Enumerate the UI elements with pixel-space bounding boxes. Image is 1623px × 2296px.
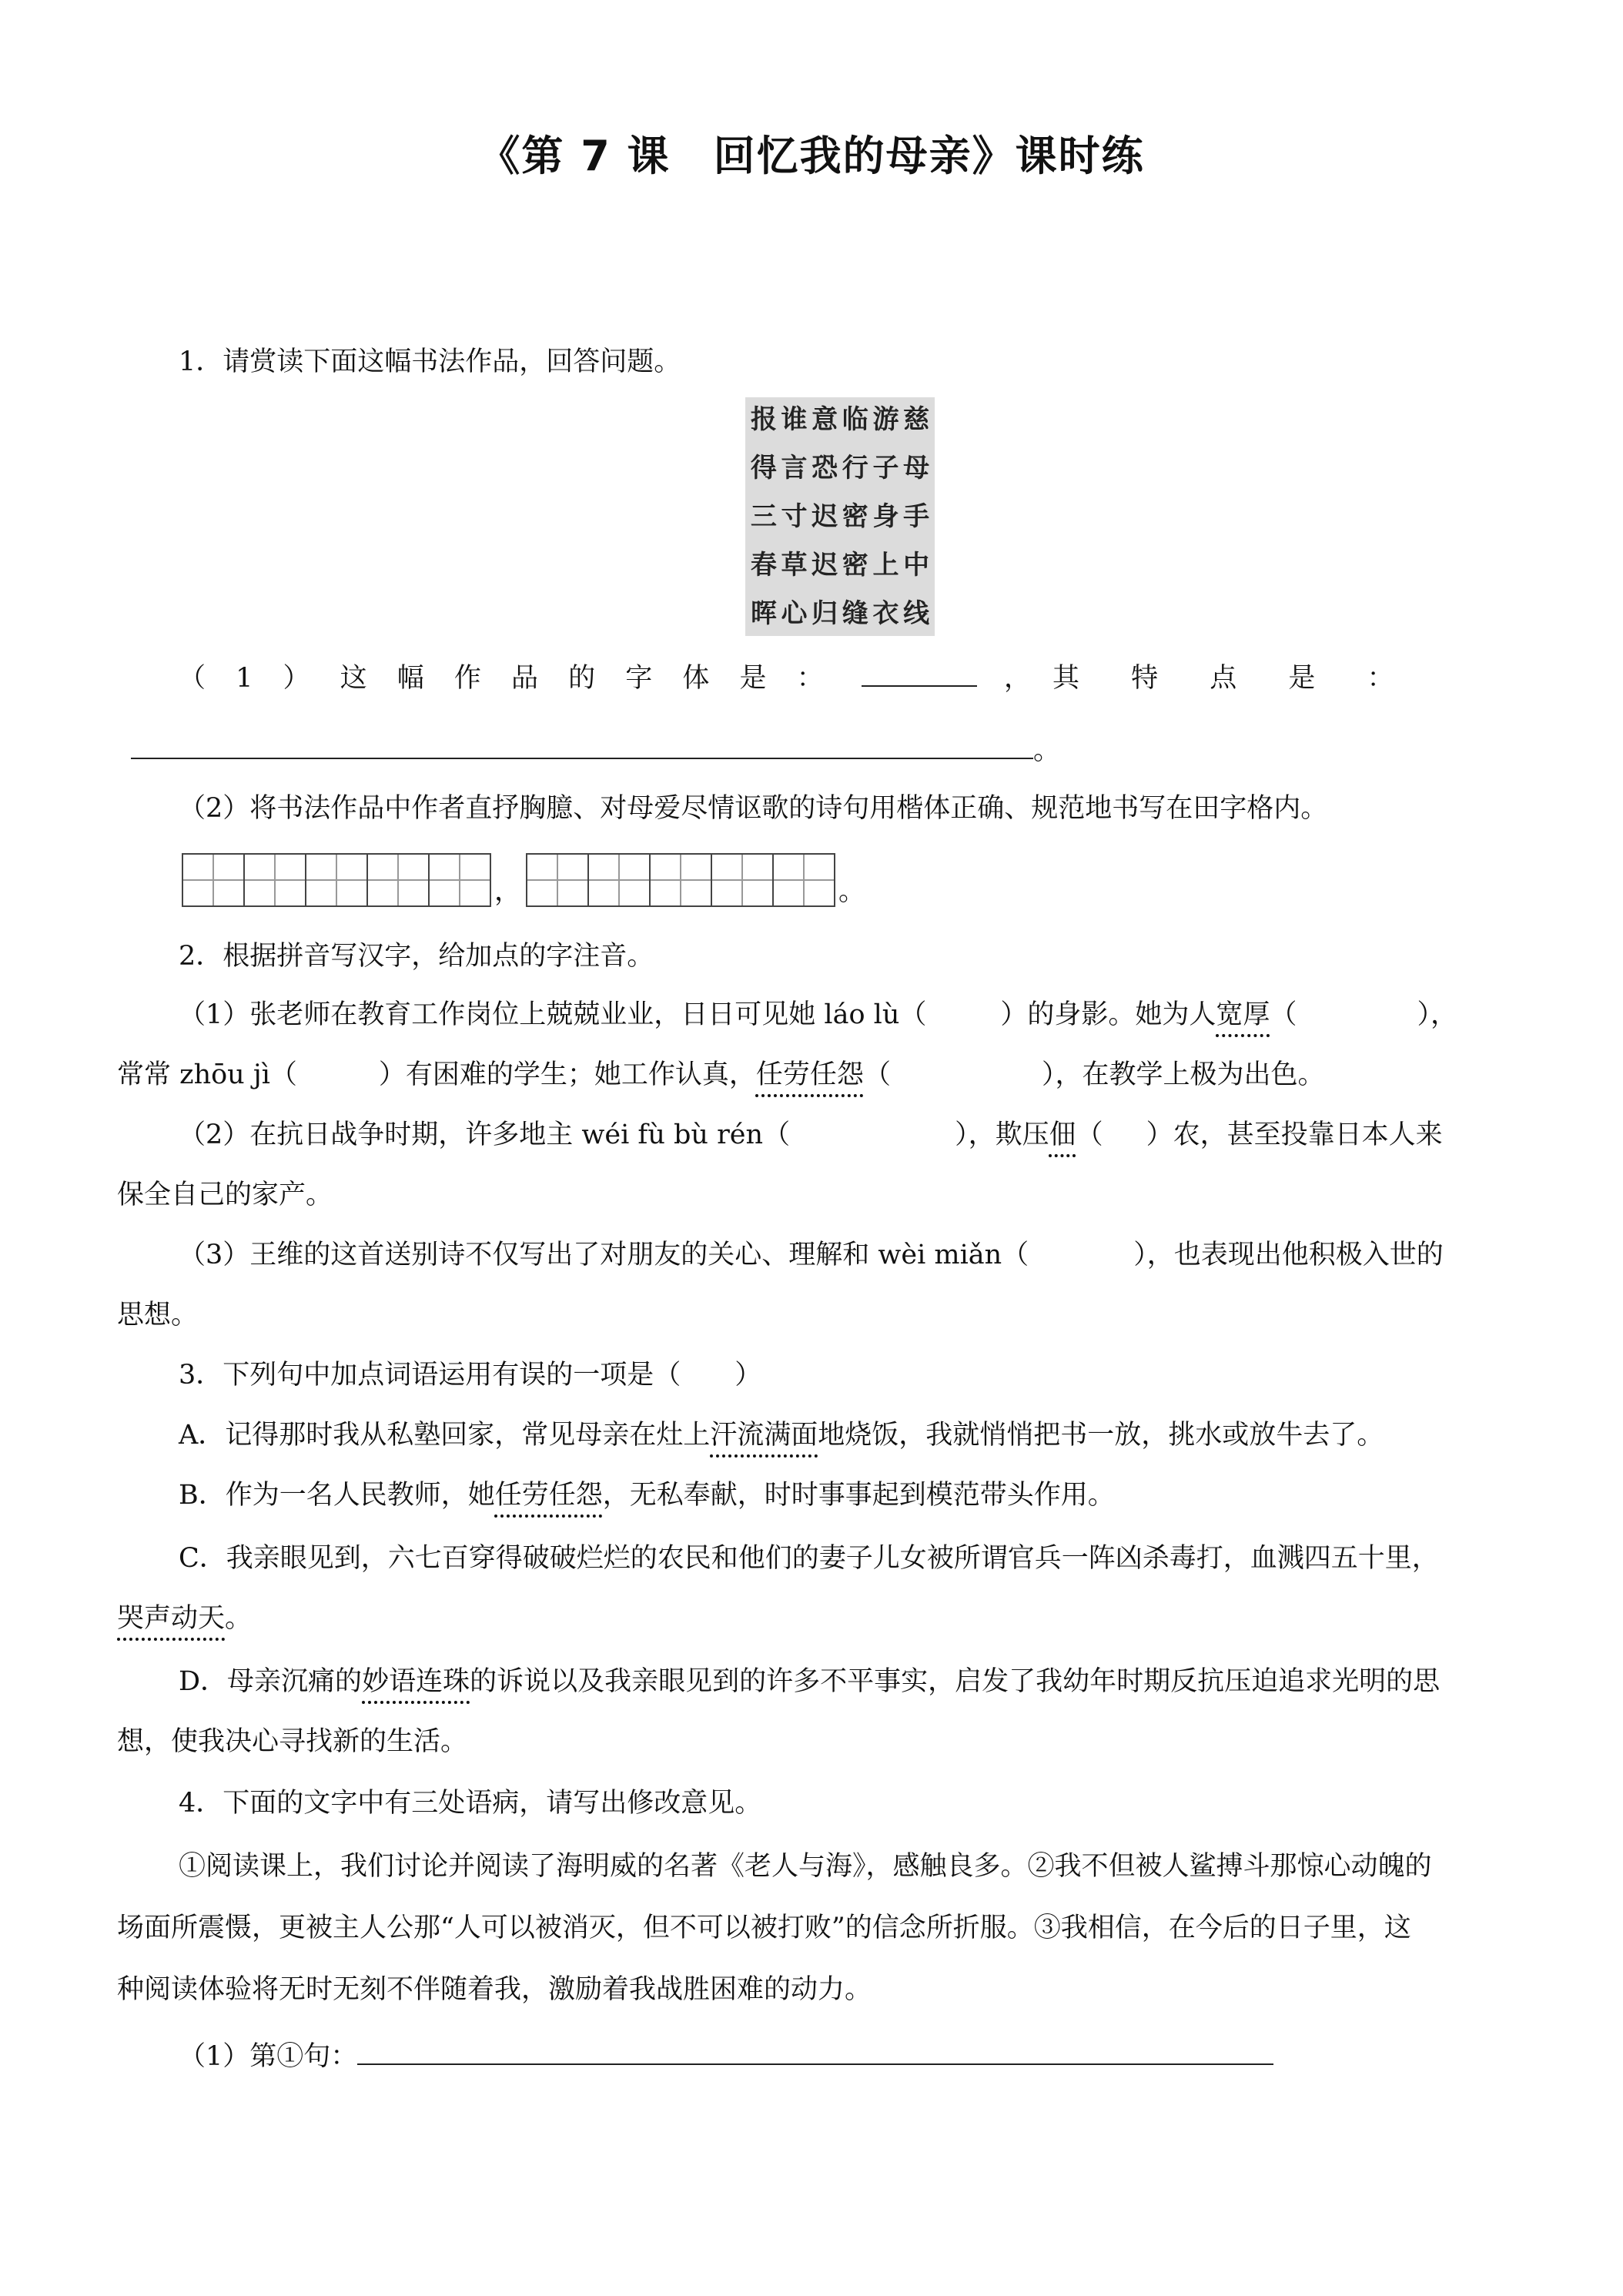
q3-b-pre: B．作为一名人民教师，她 — [179, 1480, 495, 1511]
q2-s1-l2-text-c: （ — [863, 1059, 891, 1090]
calligraphy-column — [781, 402, 807, 631]
q1-sub1-prompt-2: ，其 特 点 是 ： — [1003, 663, 1416, 694]
q3-d-post: 的诉说以及我亲眼见到的许多不平事实，启发了我幼年时期反抗压迫追求光明的思 — [470, 1666, 1441, 1697]
calligraphy-char: 缝 — [842, 598, 868, 629]
q3-option-d-line2: 想，使我决心寻找新的生活。 — [117, 1726, 468, 1757]
q4-answer-1 — [179, 2037, 1273, 2075]
dotted-word: 任劳任怨 — [755, 1059, 864, 1090]
q1-sub1-prompt: （ 1 ） 这 幅 作 品 的 字 体 是 ： — [179, 663, 835, 694]
q2-s1-l2-text: 常常 zhōu jì（ — [117, 1059, 297, 1090]
q4-passage-line3: 种阅读体验将无时无刻不伴随着我，激励着我战胜困难的动力。 — [117, 1974, 872, 2005]
tianzi-grid — [182, 853, 870, 907]
q3-c-post: 。 — [225, 1603, 253, 1634]
q3-b-post: ，无私奉献，时时事事起到模范带头作用。 — [602, 1480, 1115, 1511]
q3-option-c[interactable]: C．我亲眼见到，六七百穿得破破烂烂的农民和他们的妻子儿女被所谓官兵一阵凶杀毒打，血溅四五十里， — [179, 1543, 1439, 1574]
calligraphy-char: 草 — [781, 550, 808, 581]
calligraphy-char: 心 — [781, 598, 808, 629]
q4-stem: 4．下面的文字中有三处语病，请写出修改意见。 — [179, 1788, 762, 1819]
page-title: 《第 7 课 回忆我的母亲》课时练 — [478, 132, 1145, 180]
q2-s1-text-b: ）的身影。她为人 — [1000, 999, 1216, 1030]
tianzi-cell[interactable] — [428, 853, 491, 907]
calligraphy-char: 线 — [903, 598, 930, 629]
tianzi-cell[interactable] — [243, 853, 306, 907]
q4-passage-line2: 场面所震慑，更被主人公那“人可以被消灭，但不可以被打败”的信念所折服。③我相信，在今后的日子里，这 — [117, 1913, 1411, 1943]
calligraphy-char: 晖 — [750, 598, 777, 629]
calligraphy-char: 手 — [903, 501, 930, 532]
q3-stem: 3．下列句中加点词语运用有误的一项是（ ） — [179, 1360, 762, 1391]
calligraphy-char: 恐 — [812, 453, 838, 484]
q2-s1-l2-text-d: ），在教学上极为出色。 — [1041, 1059, 1325, 1090]
calligraphy-char: 临 — [842, 404, 868, 435]
calligraphy-char: 游 — [872, 404, 899, 435]
q2-s1-text-c: （ — [1270, 999, 1297, 1030]
q2-s2-text: （2）在抗日战争时期，许多地主 wéi fù bù rén（ — [179, 1120, 791, 1150]
calligraphy-image — [745, 397, 935, 636]
q4-answer-1-blank[interactable] — [357, 2037, 1273, 2065]
grid-comma: ， — [494, 876, 522, 907]
tianzi-cell[interactable] — [772, 853, 835, 907]
q1-sub2: （2）将书法作品中作者直抒胸臆、对母爱尽情讴歌的诗句用楷体正确、规范地书写在田字格内。 — [179, 793, 1328, 824]
grid-period: 。 — [838, 876, 866, 907]
q1-feature-answer-blank[interactable] — [131, 731, 1033, 759]
q2-s1-l2-text-b: ）有困难的学生；她工作认真， — [378, 1059, 756, 1090]
calligraphy-char: 行 — [842, 453, 868, 484]
calligraphy-char: 言 — [781, 453, 808, 484]
calligraphy-column — [872, 402, 899, 631]
q1-font-answer-blank[interactable] — [862, 659, 977, 687]
tianzi-cell[interactable] — [649, 853, 712, 907]
calligraphy-char: 三 — [750, 501, 777, 532]
calligraphy-char: 得 — [750, 453, 777, 484]
calligraphy-char: 谁 — [781, 404, 808, 435]
q2-s3-text: （3）王维的这首送别诗不仅写出了对朋友的关心、理解和 wèi miǎn（ — [179, 1240, 1029, 1270]
q2-s1-text: （1）张老师在教育工作岗位上兢兢业业，日日可见她 láo lù（ — [179, 999, 927, 1030]
dotted-word: 佃 — [1049, 1120, 1076, 1150]
q3-a-post: 地烧饭，我就悄悄把书一放，挑水或放牛去了。 — [818, 1420, 1384, 1451]
calligraphy-char: 归 — [812, 598, 838, 629]
calligraphy-column — [842, 402, 868, 631]
dotted-word: 宽厚 — [1216, 999, 1270, 1030]
tianzi-group-2 — [526, 853, 834, 907]
q3-a-pre: A．记得那时我从私塾回家，常见母亲在灶上 — [179, 1420, 711, 1451]
q3-option-d[interactable] — [179, 1663, 1440, 1700]
dotted-word: 汗流满面 — [710, 1420, 818, 1451]
calligraphy-char: 意 — [812, 404, 838, 435]
calligraphy-char: 母 — [903, 453, 930, 484]
q4-passage-line1: ①阅读课上，我们讨论并阅读了海明威的名著《老人与海》，感触良多。②我不但被人鲨搏斗那惊心动魄的 — [179, 1851, 1432, 1882]
calligraphy-column — [751, 402, 777, 631]
tianzi-cell[interactable] — [305, 853, 368, 907]
q2-s3-text-b: ），也表现出他积极入世的 — [1133, 1240, 1444, 1270]
calligraphy-char: 迟 — [812, 550, 838, 581]
calligraphy-char: 报 — [750, 404, 777, 435]
tianzi-cell[interactable] — [366, 853, 430, 907]
tianzi-cell[interactable] — [182, 853, 245, 907]
q1-sub1-line — [179, 659, 1415, 697]
calligraphy-char: 密 — [842, 501, 868, 532]
q2-s2-line2: 保全自己的家产。 — [117, 1180, 333, 1210]
q1-stem: 1．请赏读下面这幅书法作品，回答问题。 — [179, 346, 681, 377]
calligraphy-char: 衣 — [872, 598, 899, 629]
q2-s2-text-b: ），欺压 — [955, 1120, 1049, 1150]
calligraphy-char: 上 — [872, 550, 899, 581]
q1-sub1-line-2 — [131, 731, 1060, 769]
q3-option-b[interactable] — [179, 1477, 1115, 1514]
calligraphy-char: 春 — [750, 550, 777, 581]
q2-s2-text-c: （ — [1076, 1120, 1103, 1150]
dotted-word: 妙语连珠 — [362, 1666, 470, 1697]
q2-stem: 2．根据拼音写汉字，给加点的字注音。 — [179, 941, 654, 972]
calligraphy-char: 子 — [872, 453, 899, 484]
q2-s3-line2: 思想。 — [117, 1300, 199, 1330]
tianzi-cell[interactable] — [526, 853, 589, 907]
q1-sub1-end: 。 — [1033, 735, 1061, 766]
tianzi-group-1 — [182, 853, 490, 907]
calligraphy-char: 寸 — [781, 501, 808, 532]
q2-s3-line1 — [179, 1237, 1444, 1274]
tianzi-cell[interactable] — [711, 853, 774, 907]
q3-option-c-line2 — [117, 1600, 252, 1637]
calligraphy-char: 慈 — [903, 404, 930, 435]
q2-s2-text-d: ）农，甚至投靠日本人来 — [1146, 1120, 1443, 1150]
tianzi-cell[interactable] — [587, 853, 651, 907]
q2-s2-line1 — [179, 1116, 1443, 1153]
q3-d-pre: D．母亲沉痛的 — [179, 1666, 363, 1697]
q4-answer-1-label: （1）第①句： — [179, 2041, 358, 2072]
q2-s1-line2 — [117, 1056, 1324, 1093]
calligraphy-char: 迟 — [812, 501, 838, 532]
calligraphy-char: 中 — [903, 550, 930, 581]
calligraphy-column — [903, 402, 929, 631]
calligraphy-char: 密 — [842, 550, 868, 581]
dotted-word: 任劳任怨 — [494, 1480, 603, 1511]
q2-s1-line1 — [179, 996, 1457, 1033]
q2-s1-text-d: ）， — [1417, 999, 1457, 1030]
calligraphy-char: 身 — [872, 501, 899, 532]
calligraphy-column — [812, 402, 838, 631]
q3-option-a[interactable] — [179, 1417, 1384, 1454]
dotted-word: 哭声动天 — [117, 1603, 226, 1634]
